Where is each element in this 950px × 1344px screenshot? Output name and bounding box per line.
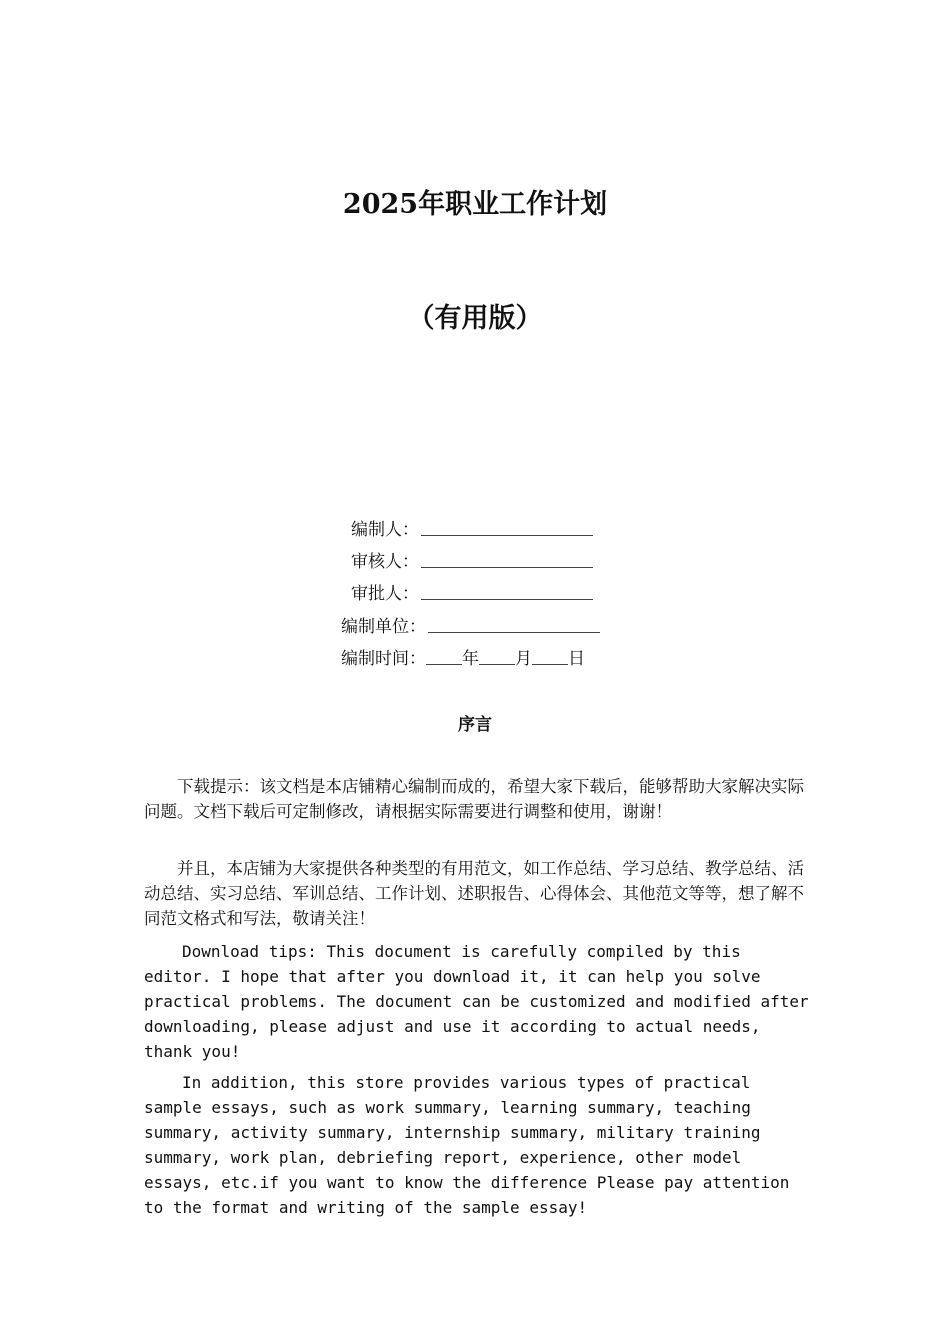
time-label: 编制时间： (341, 649, 426, 669)
compiler-blank (421, 517, 593, 536)
paragraph-download-tip-zh: 下载提示：该文档是本店铺精心编制而成的，希望大家下载后，能够帮助大家解决实际问题。文档下载后可定制修改，请根据实际需要进行调整和使用，谢谢！ (144, 777, 804, 821)
year-blank (426, 646, 462, 665)
month-blank (479, 646, 515, 665)
day-label: 日 (568, 649, 585, 669)
reviewer-label: 审核人： (351, 552, 419, 572)
reviewer-row (351, 549, 593, 575)
approver-blank (421, 581, 593, 600)
time-row (341, 646, 585, 672)
document-subtitle: （有用版） (407, 303, 543, 334)
day-blank (532, 646, 568, 665)
reviewer-blank (421, 549, 593, 568)
approver-label: 审批人： (351, 584, 419, 604)
unit-row (341, 614, 600, 640)
month-label: 月 (515, 649, 532, 669)
paragraph-addition-en: In addition, this store provides various types of practical sample essays, such as work summary, learning summary, teaching summary, activity summary, internship summary, military training summary, work plan, debriefing report, experience, other model essays, etc.if you want to know the difference Please pay attention to the format and writing of the sample essay! (144, 1073, 790, 1217)
unit-blank (428, 614, 600, 633)
preface-title: 序言 (458, 715, 492, 735)
year-label: 年 (462, 649, 479, 669)
unit-label: 编制单位： (341, 617, 426, 637)
paragraph-addition-zh: 并且，本店铺为大家提供各种类型的有用范文，如工作总结、学习总结、教学总结、活动总结、实习总结、军训总结、工作计划、述职报告、心得体会、其他范文等等，想了解不同范文格式和写法，敬请关注！ (144, 859, 804, 928)
compiler-label: 编制人： (351, 520, 419, 540)
compiler-row (351, 517, 593, 543)
approver-row (351, 581, 593, 607)
paragraph-download-tip-en: Download tips: This document is carefully compiled by this editor. I hope that after you download it, it can help you solve practical problems. The document can be customized and modified after downloading, please adjust and use it according to actual needs, thank you! (144, 942, 809, 1061)
document-title: 2025年职业工作计划 (342, 189, 608, 220)
